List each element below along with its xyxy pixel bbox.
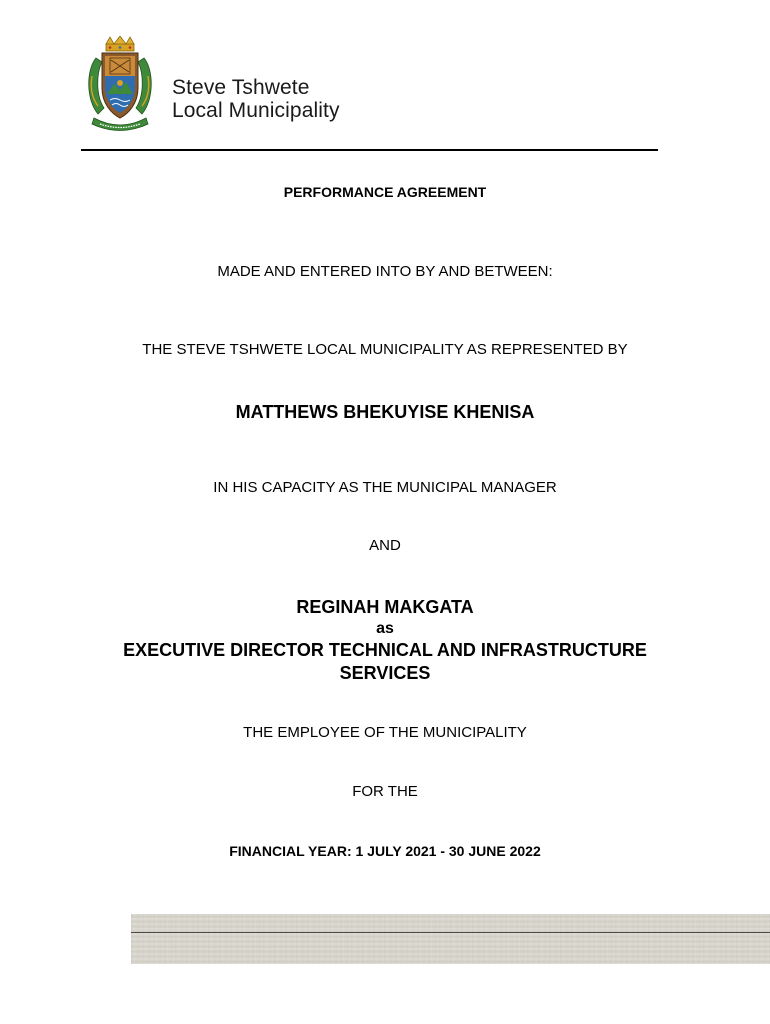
- represented-by-line: THE STEVE TSHWETE LOCAL MUNICIPALITY AS REPRESENTED BY: [142, 341, 628, 358]
- employee-of-municipality-line: THE EMPLOYEE OF THE MUNICIPALITY: [243, 724, 527, 741]
- header-divider: [81, 149, 658, 151]
- footer-strip-rule: [131, 932, 770, 933]
- financial-year-line: FINANCIAL YEAR: 1 JULY 2021 - 30 JUNE 2022: [229, 843, 541, 859]
- employee-name: REGINAH MAKGATA: [296, 597, 474, 617]
- municipal-crest-logo: [80, 36, 160, 136]
- for-the-line: FOR THE: [352, 783, 418, 800]
- employee-role-line2: SERVICES: [339, 663, 431, 683]
- crown-icon: [106, 36, 134, 51]
- made-entered-line: MADE AND ENTERED INTO BY AND BETWEEN:: [217, 263, 553, 280]
- org-name-line1: Steve Tshwete: [172, 76, 310, 99]
- employee-role-line1: EXECUTIVE DIRECTOR TECHNICAL AND INFRASTRUCTURE: [123, 640, 647, 660]
- motto-ribbon-icon: [92, 118, 148, 131]
- org-name-line2: Local Municipality: [172, 99, 340, 122]
- capacity-line: IN HIS CAPACITY AS THE MUNICIPAL MANAGER: [213, 479, 557, 496]
- document-title: PERFORMANCE AGREEMENT: [283, 184, 487, 200]
- employee-as: as: [376, 620, 394, 637]
- shield-icon: [102, 53, 138, 118]
- and-line: AND: [369, 537, 401, 554]
- representative-name: MATTHEWS BHEKUYISE KHENISA: [235, 402, 535, 422]
- footer-paper-strip: [131, 914, 770, 964]
